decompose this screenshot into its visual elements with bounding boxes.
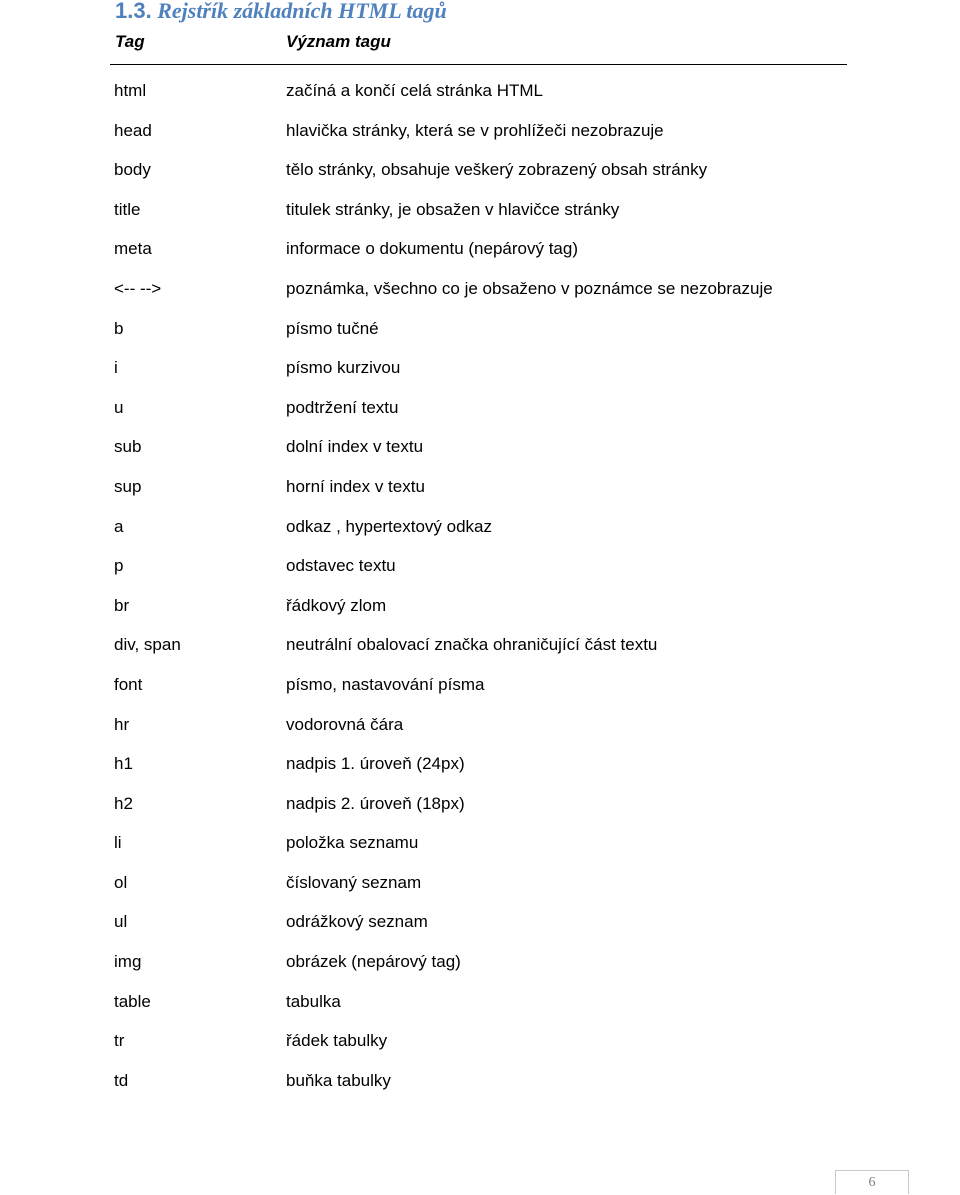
tag-table xyxy=(0,80,960,1109)
tag-name: u xyxy=(114,397,124,417)
section-heading xyxy=(115,0,447,25)
tag-name: b xyxy=(114,318,124,338)
tag-name: <-- --> xyxy=(114,278,162,298)
tag-description: tabulka xyxy=(286,991,341,1011)
tag-name: h2 xyxy=(114,793,133,813)
tag-description: vodorovná čára xyxy=(286,714,404,734)
tag-description: titulek stránky, je obsažen v hlavičce stránky xyxy=(286,199,620,219)
table-row xyxy=(0,397,960,437)
tag-description: řádek tabulky xyxy=(286,1031,388,1051)
table-row xyxy=(0,199,960,239)
table-row xyxy=(0,357,960,397)
tag-description: písmo kurzivou xyxy=(286,358,401,378)
table-row xyxy=(0,595,960,635)
tag-description: položka seznamu xyxy=(286,833,419,853)
table-row xyxy=(0,1070,960,1110)
tag-description: tělo stránky, obsahuje veškerý zobrazený obsah stránky xyxy=(286,160,708,180)
tag-name: meta xyxy=(114,239,152,259)
tag-name: h1 xyxy=(114,754,133,774)
tag-name: title xyxy=(114,199,141,219)
tag-name: table xyxy=(114,991,151,1011)
header-divider xyxy=(110,64,847,65)
tag-description: písmo tučné xyxy=(286,318,379,338)
tag-description: poznámka, všechno co je obsaženo v poznámce se nezobrazuje xyxy=(286,278,773,298)
page-number: 6 xyxy=(835,1170,909,1194)
tag-name: font xyxy=(114,674,143,694)
tag-name: br xyxy=(114,595,130,615)
tag-description: odrážkový seznam xyxy=(286,912,428,932)
table-row xyxy=(0,159,960,199)
tag-description: odstavec textu xyxy=(286,556,396,576)
table-row xyxy=(0,753,960,793)
table-row xyxy=(0,674,960,714)
table-row xyxy=(0,911,960,951)
tag-name: tr xyxy=(114,1031,125,1051)
table-row xyxy=(0,238,960,278)
tag-description: nadpis 1. úroveň (24px) xyxy=(286,754,465,774)
tag-description: hlavička stránky, která se v prohlížeči nezobrazuje xyxy=(286,120,664,140)
tag-name: img xyxy=(114,952,142,972)
tag-name: p xyxy=(114,556,124,576)
table-row xyxy=(0,872,960,912)
table-row xyxy=(0,793,960,833)
table-row xyxy=(0,991,960,1031)
table-row xyxy=(0,832,960,872)
table-row xyxy=(0,555,960,595)
tag-description: informace o dokumentu (nepárový tag) xyxy=(286,239,578,259)
table-row xyxy=(0,516,960,556)
tag-name: body xyxy=(114,160,151,180)
tag-description: řádkový zlom xyxy=(286,595,387,615)
tag-name: ol xyxy=(114,872,128,892)
table-row xyxy=(0,80,960,120)
tag-name: a xyxy=(114,516,124,536)
tag-description: neutrální obalovací značka ohraničující část textu xyxy=(286,635,658,655)
table-row xyxy=(0,120,960,160)
tag-description: obrázek (nepárový tag) xyxy=(286,952,461,972)
tag-name: div, span xyxy=(114,635,181,655)
tag-name: ul xyxy=(114,912,128,932)
tag-name: li xyxy=(114,833,122,853)
tag-description: nadpis 2. úroveň (18px) xyxy=(286,793,465,813)
tag-description: podtržení textu xyxy=(286,397,399,417)
table-row xyxy=(0,951,960,991)
tag-name: head xyxy=(114,120,152,140)
tag-description: číslovaný seznam xyxy=(286,872,422,892)
tag-description: buňka tabulky xyxy=(286,1070,391,1090)
table-row xyxy=(0,1030,960,1070)
column-header-description: Význam tagu xyxy=(286,32,391,51)
table-row xyxy=(0,476,960,516)
tag-name: i xyxy=(114,358,118,378)
table-row xyxy=(0,634,960,674)
tag-description: písmo, nastavování písma xyxy=(286,674,485,694)
tag-name: html xyxy=(114,81,147,100)
tag-name: sup xyxy=(114,476,142,496)
section-title: Rejstřík základních HTML tagů xyxy=(157,0,447,23)
table-row xyxy=(0,318,960,358)
tag-description: horní index v textu xyxy=(286,476,425,496)
tag-description: dolní index v textu xyxy=(286,437,424,457)
table-row xyxy=(0,436,960,476)
section-number: 1.3. xyxy=(115,0,152,23)
tag-description: začíná a končí celá stránka HTML xyxy=(286,81,544,100)
tag-name: sub xyxy=(114,437,142,457)
column-header-tag: Tag xyxy=(115,32,145,51)
table-row xyxy=(0,278,960,318)
tag-name: td xyxy=(114,1070,129,1090)
tag-name: hr xyxy=(114,714,130,734)
table-row xyxy=(0,714,960,754)
tag-description: odkaz , hypertextový odkaz xyxy=(286,516,493,536)
